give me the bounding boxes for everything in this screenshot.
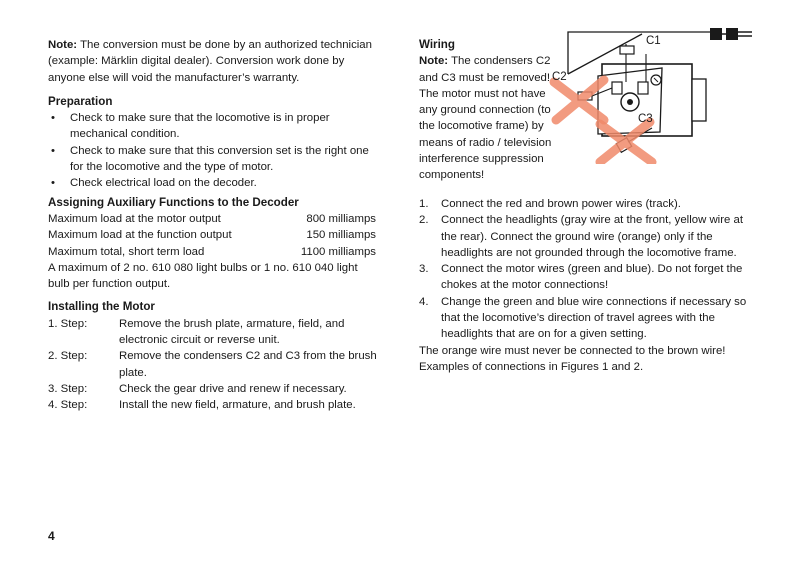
intro-note: [48, 37, 380, 86]
wiring-note-text: The condensers C2 and C3 must be removed! The motor must not have any ground connection (to the locomotive frame) by means of radio / television interference suppression components!: [419, 55, 552, 182]
step-text: Remove the brush plate, armature, field, and electronic circuit or reverse unit.: [119, 317, 345, 347]
orange-wire-warning: The orange wire must never be connected to the brown wire!: [419, 344, 726, 357]
preparation-item: • Check electrical load on the decoder.: [48, 175, 380, 191]
step-row: [48, 316, 380, 349]
wiring-step-number: 2.: [419, 214, 429, 227]
aux-functions-heading: Assigning Auxiliary Functions to the Decoder: [48, 195, 299, 209]
step-row: [48, 381, 380, 397]
brush-holder: [638, 82, 648, 94]
wiring-section: [419, 37, 755, 196]
preparation-heading: Preparation: [48, 94, 113, 108]
left-column: [48, 37, 380, 414]
preparation-item: • Check to make sure that the locomotive is in proper mechanical condition.: [48, 110, 380, 143]
load-value: 1100 milliamps: [300, 245, 376, 258]
load-row: [48, 244, 380, 260]
wiring-step-number: 4.: [419, 295, 429, 308]
load-label: Maximum load at the motor output: [48, 212, 221, 225]
step-label: 3. Step:: [48, 382, 88, 395]
wiring-note-label: Note:: [419, 55, 449, 68]
wiring-text: [419, 37, 554, 184]
label-c1: C1: [646, 35, 661, 47]
condenser-c1: [620, 46, 634, 54]
step-label: 4. Step:: [48, 399, 88, 412]
step-label: 2. Step:: [48, 350, 88, 363]
step-text: Check the gear drive and renew if necessary.: [119, 382, 347, 395]
wiring-step: [419, 261, 755, 294]
preparation-list: [48, 110, 380, 191]
connector-plug: [726, 28, 738, 40]
load-value: 150 milliamps: [306, 229, 376, 242]
connector-plug: [710, 28, 722, 40]
load-value: 800 milliamps: [306, 212, 376, 225]
right-column: [419, 37, 755, 375]
wiring-step-text: Change the green and blue wire connections if necessary so that the locomotive’s direction of travel agrees with the headlights that are on for a given setting.: [441, 295, 747, 341]
examples-reference: Examples of connections in Figures 1 and 2.: [419, 360, 644, 373]
brush-holder: [612, 82, 622, 94]
step-row: [48, 348, 380, 381]
wiring-step-text: Connect the headlights (gray wire at the front, yellow wire at the rear). Connect the ground wire (orange) only if the headlights are not grounded through the locomotive frame.: [441, 214, 744, 259]
load-label: Maximum load at the function output: [48, 229, 232, 242]
motor-wiring-diagram: [542, 24, 752, 164]
wiring-step: [419, 212, 755, 261]
step-text: Install the new field, armature, and brush plate.: [119, 399, 356, 412]
wiring-step-number: 1.: [419, 198, 429, 210]
wiring-note: [419, 53, 554, 183]
wiring-steps: [419, 196, 755, 343]
wiring-step-text: Connect the motor wires (green and blue). Do not forget the chokes at the motor connections!: [441, 263, 743, 292]
motor-end-cap: [692, 79, 706, 121]
installing-heading: Installing the Motor: [48, 300, 155, 314]
wiring-step-text: Connect the red and brown power wires (track).: [441, 198, 681, 210]
load-row: [48, 227, 380, 243]
remove-c2-cross: [554, 80, 604, 120]
page-number: 4: [48, 529, 55, 543]
label-c3: C3: [638, 113, 653, 125]
diagram-svg: [542, 24, 752, 164]
load-label: Maximum total, short term load: [48, 245, 205, 258]
wiring-step: [419, 196, 755, 212]
label-c2: C2: [552, 71, 567, 83]
step-text: Remove the condensers C2 and C3 from the brush plate.: [119, 350, 377, 379]
wiring-step-number: 3.: [419, 263, 429, 276]
wiring-step: [419, 294, 755, 343]
load-row: [48, 211, 380, 227]
wiring-heading: Wiring: [419, 38, 455, 51]
intro-note-label: Note:: [48, 39, 78, 51]
step-row: [48, 397, 380, 413]
intro-note-text: The conversion must be done by an authorized technician (example: Märklin digital dealer). Conversion work done by anyone else will void the manufacturer’s warranty.: [48, 39, 372, 84]
load-table: [48, 211, 380, 260]
bulb-note: A maximum of 2 no. 610 080 light bulbs or 1 no. 610 040 light bulb per function output.: [48, 261, 358, 291]
preparation-item: • Check to make sure that this conversion set is the right one for the locomotive and the type of motor.: [48, 143, 380, 176]
step-label: 1. Step:: [48, 317, 88, 330]
step-list: [48, 316, 380, 414]
